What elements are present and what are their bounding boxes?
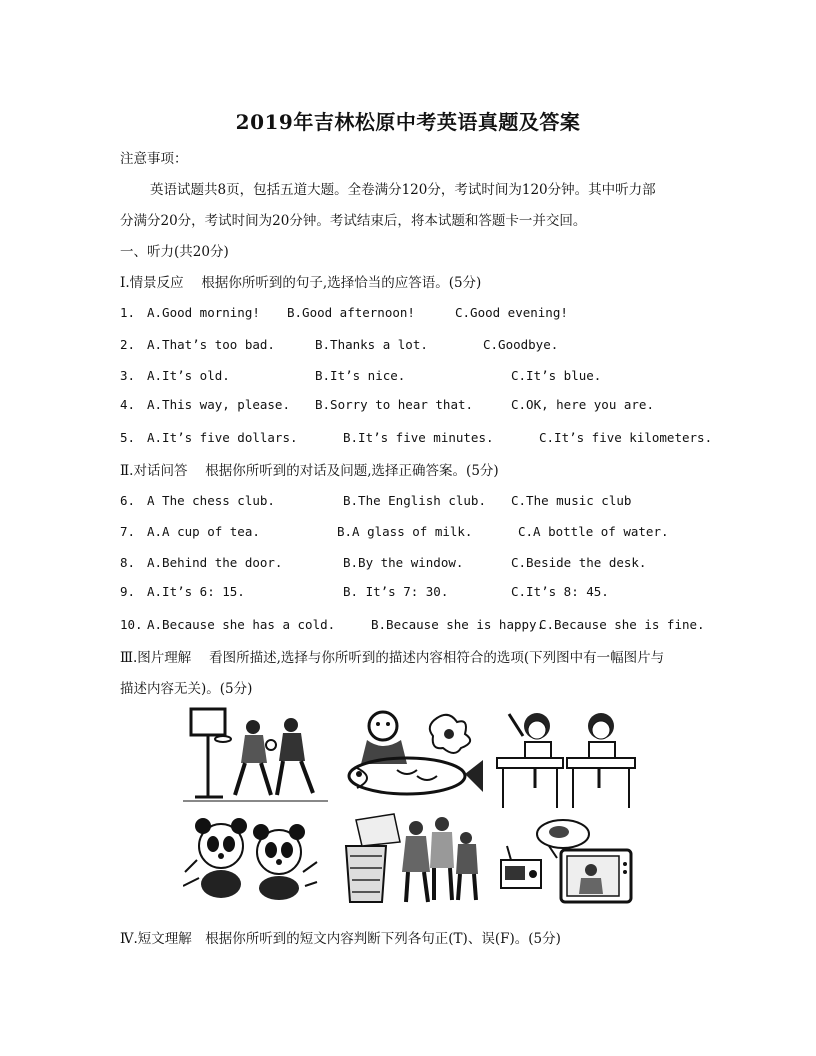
question-number: 9.: [120, 584, 136, 599]
option-a: A.Good morning!: [147, 305, 260, 320]
option-a: A.That’s too bad.: [147, 337, 275, 352]
section3-heading-line1: Ⅲ.图片理解 看图所描述,选择与你所听到的描述内容相符合的选项(下列图中有一幅图片与: [120, 650, 665, 666]
option-c: C.It’s 8: 45.: [511, 584, 609, 599]
section4-heading: Ⅳ.短文理解 根据你所听到的短文内容判断下列各句正(T)、误(F)。(5分): [120, 931, 561, 947]
option-c: C.The music club: [511, 493, 632, 508]
picture-boy-on-fish: [337, 708, 487, 800]
question-number: 1.: [120, 305, 136, 320]
picture-pandas: [183, 812, 318, 900]
section1-heading: Ⅰ.情景反应 根据你所听到的句子,选择恰当的应答语。(5分): [120, 275, 482, 291]
option-a: A.Behind the door.: [147, 555, 283, 570]
section2-heading: Ⅱ.对话问答 根据你所听到的对话及问题,选择正确答案。(5分): [120, 463, 499, 479]
notice-line-1: 英语试题共8页，包括五道大题。全卷满分120分，考试时间为120分钟。其中听力部: [150, 182, 656, 198]
option-b: B.Because she is happy.: [371, 617, 545, 632]
option-a: A The chess club.: [147, 493, 275, 508]
part1-heading: 一、听力(共20分): [120, 244, 229, 260]
option-c: C.Goodbye.: [483, 337, 559, 352]
option-b: B. It’s 7: 30.: [343, 584, 449, 599]
option-b: B.Sorry to hear that.: [315, 397, 474, 412]
option-c: C.Good evening!: [455, 305, 568, 320]
picture-basketball: [183, 705, 328, 803]
question-number: 5.: [120, 430, 136, 445]
option-b: B.A glass of milk.: [337, 524, 473, 539]
option-c: C.OK, here you are.: [511, 397, 654, 412]
option-b: B.The English club.: [343, 493, 486, 508]
option-b: B.It’s nice.: [315, 368, 406, 383]
option-c: C.It’s blue.: [511, 368, 602, 383]
notice-line-2: 分满分20分，考试时间为20分钟。考试结束后，将本试题和答题卡一并交回。: [120, 213, 587, 229]
page-title: 2019年吉林松原中考英语真题及答案: [235, 110, 581, 134]
question-number: 3.: [120, 368, 136, 383]
picture-recycling: [342, 812, 482, 904]
question-number: 10.: [120, 617, 143, 632]
option-a: A.Because she has a cold.: [147, 617, 336, 632]
question-number: 4.: [120, 397, 136, 412]
option-c: C.Because she is fine.: [539, 617, 705, 632]
option-c: C.It’s five kilometers.: [539, 430, 713, 445]
option-a: A.It’s 6: 15.: [147, 584, 245, 599]
option-b: B.Thanks a lot.: [315, 337, 428, 352]
notice-heading: 注意事项：: [120, 151, 188, 167]
question-number: 8.: [120, 555, 136, 570]
option-c: C.Beside the desk.: [511, 555, 647, 570]
option-b: B.Good afternoon!: [287, 305, 415, 320]
option-a: A.This way, please.: [147, 397, 290, 412]
question-number: 7.: [120, 524, 136, 539]
option-a: A.A cup of tea.: [147, 524, 260, 539]
option-c: C.A bottle of water.: [518, 524, 669, 539]
question-number: 2.: [120, 337, 136, 352]
option-a: A.It’s old.: [147, 368, 230, 383]
option-a: A.It’s five dollars.: [147, 430, 298, 445]
option-b: B.By the window.: [343, 555, 464, 570]
question-number: 6.: [120, 493, 136, 508]
picture-weather-tv: [497, 818, 637, 906]
option-b: B.It’s five minutes.: [343, 430, 494, 445]
picture-classroom: [495, 708, 640, 810]
section3-heading-line2: 描述内容无关)。(5分): [120, 681, 253, 697]
